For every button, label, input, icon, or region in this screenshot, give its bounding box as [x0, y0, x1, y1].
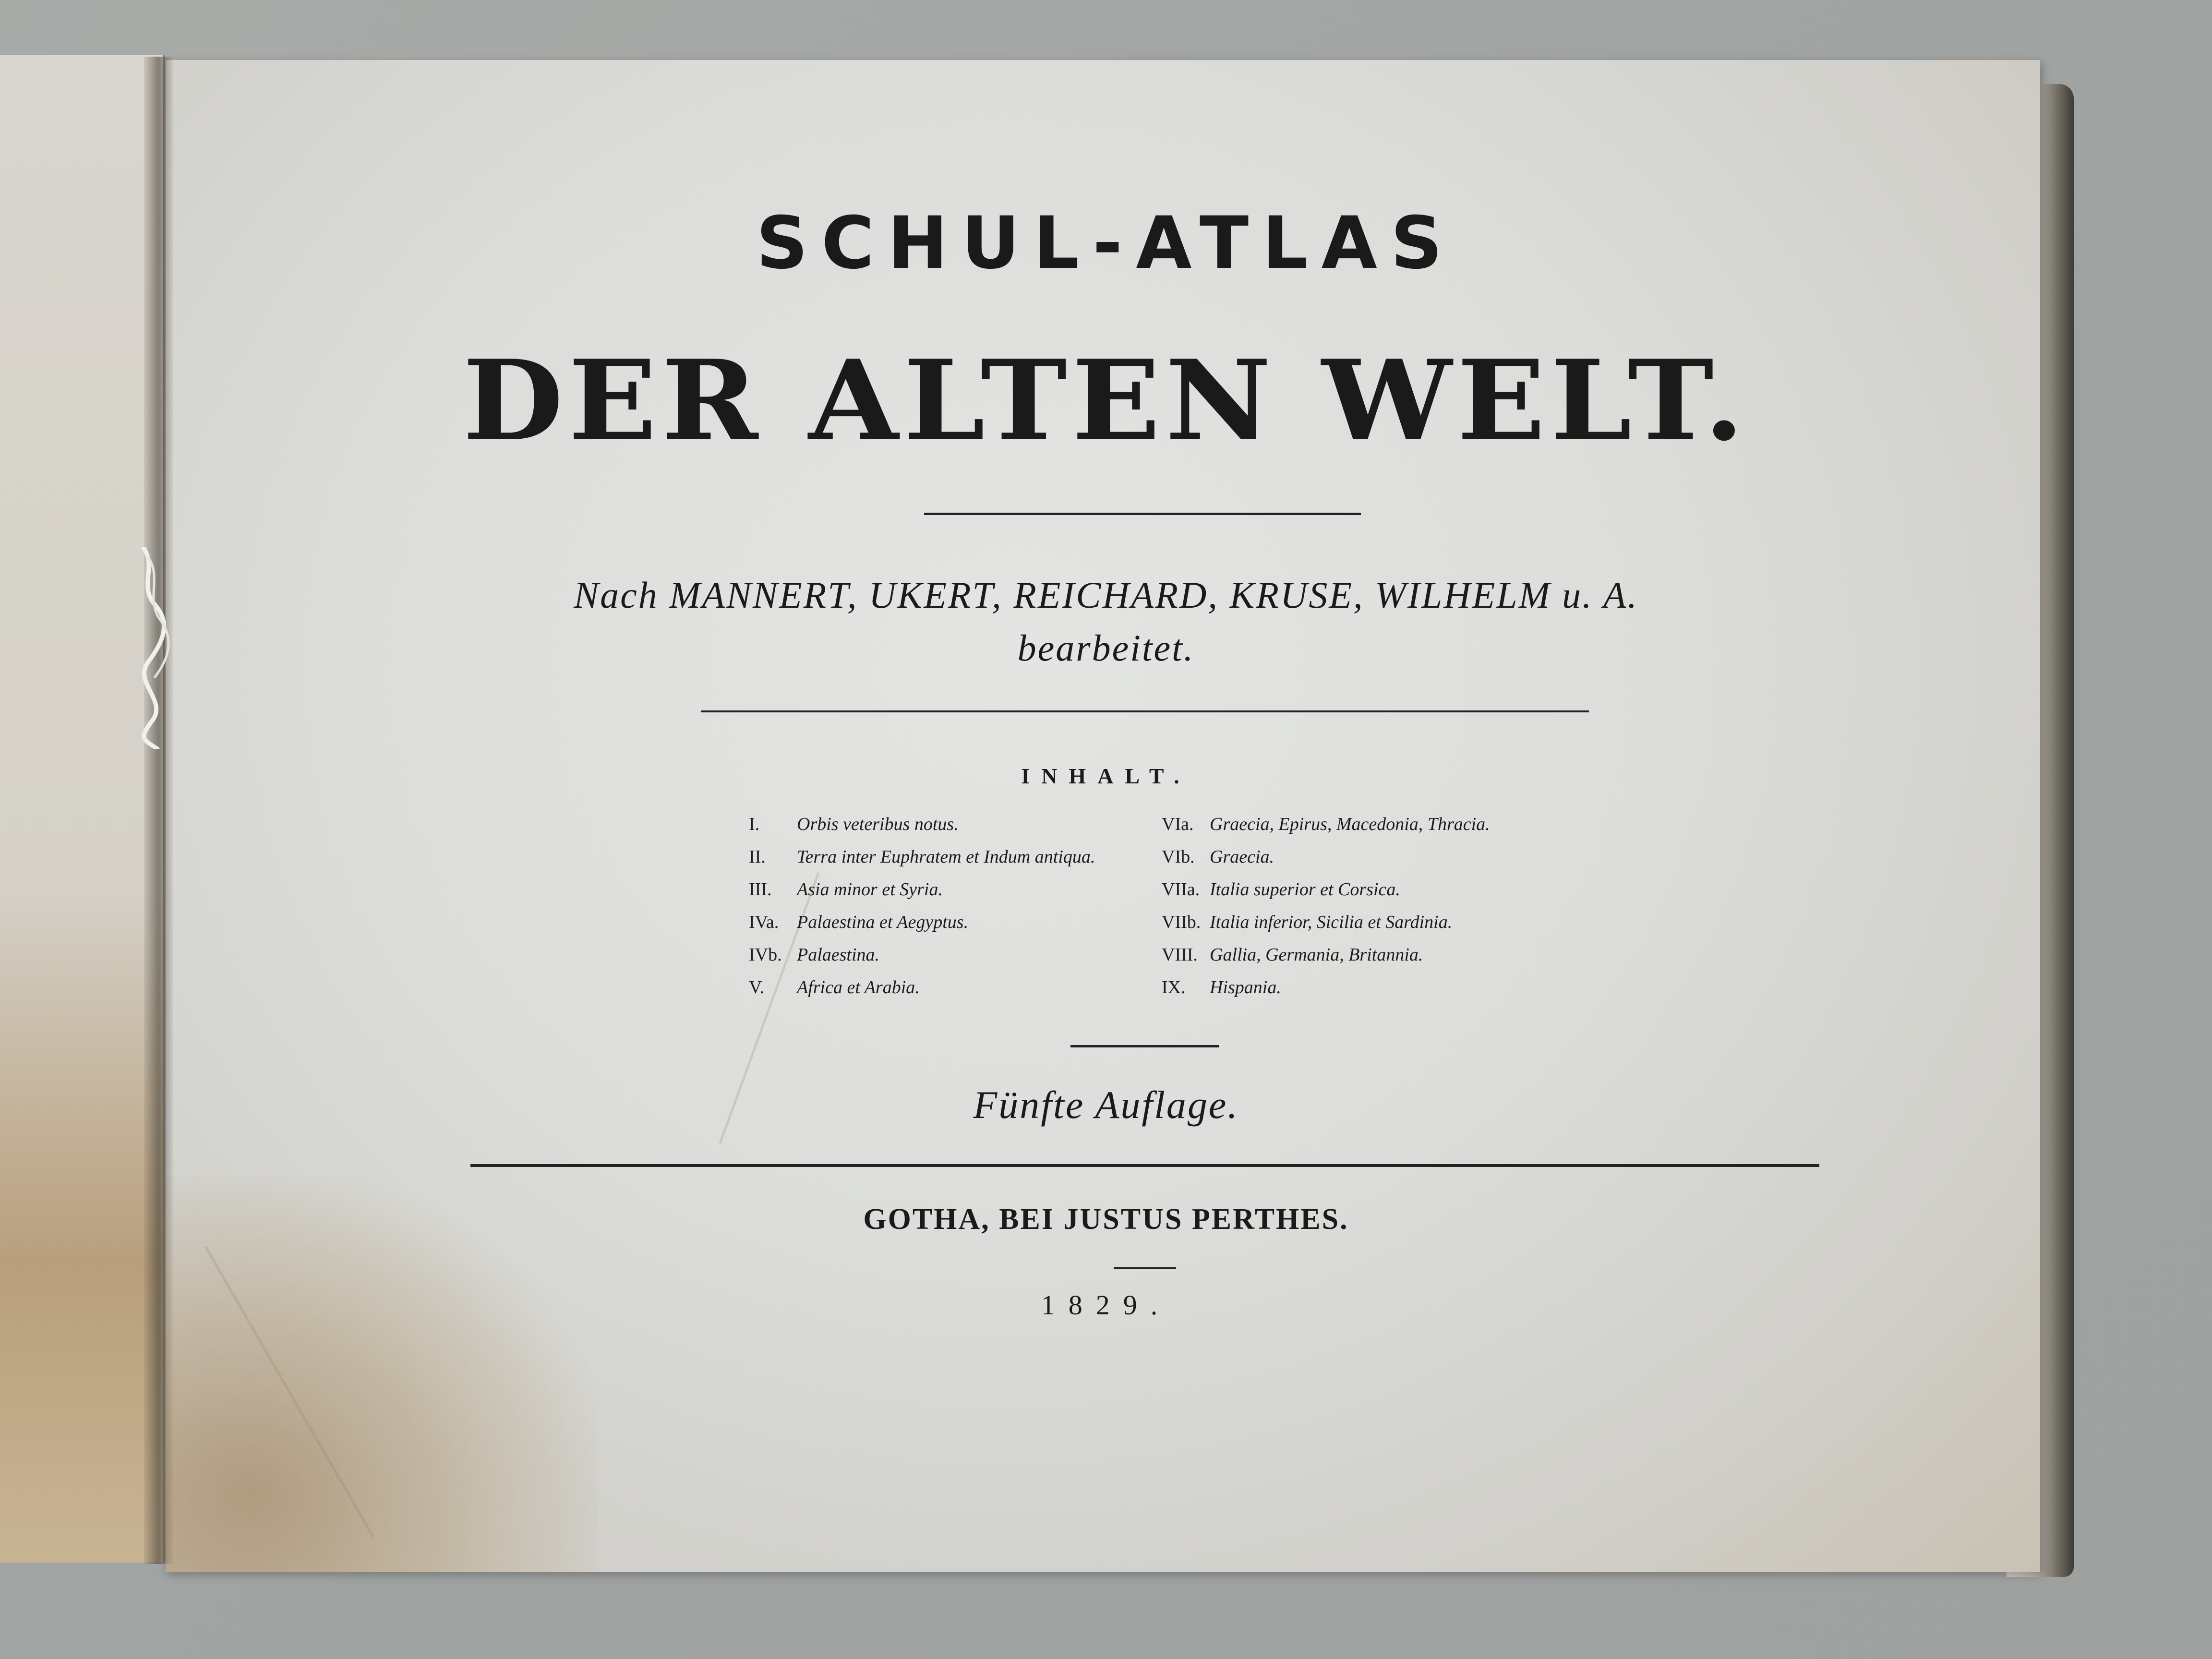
contents-label: Orbis veteribus notus.: [797, 814, 959, 834]
divider-rule: [1070, 1045, 1219, 1047]
contents-number: IVa.: [749, 912, 779, 932]
divider-rule: [470, 1164, 1819, 1167]
contents-item: [1162, 944, 1490, 977]
contents-item: [749, 944, 1095, 977]
contents-label: Italia inferior, Sicilia et Sardinia.: [1210, 912, 1453, 932]
year: 1829.: [1041, 1289, 1171, 1321]
contents-number: VIII.: [1162, 945, 1198, 965]
contents-item: [1162, 879, 1490, 912]
publisher: GOTHA, BEI JUSTUS PERTHES.: [863, 1203, 1349, 1236]
title-line-1: SCHUL-ATLAS: [756, 202, 1456, 285]
contents-number: VIb.: [1162, 847, 1195, 867]
contents-label: Graecia, Epirus, Macedonia, Thracia.: [1210, 814, 1490, 834]
contents-label: Graecia.: [1210, 847, 1274, 867]
contents-heading: INHALT.: [1021, 764, 1191, 788]
subtitle-bearbeitet: bearbeitet.: [1017, 627, 1195, 669]
contents-number: III.: [749, 879, 772, 900]
contents-item: [749, 814, 1095, 846]
contents-item: [749, 912, 1095, 944]
contents-number: I.: [749, 814, 760, 834]
title-line-2: DER ALTEN WELT.: [463, 336, 1749, 466]
contents-item: [749, 977, 1095, 1010]
contents-item: [1162, 912, 1490, 944]
contents-item: [1162, 814, 1490, 846]
contents-label: Hispania.: [1210, 977, 1281, 998]
contents-right-column: [1162, 814, 1490, 1010]
contents-label: Palaestina.: [797, 945, 880, 965]
divider-rule: [701, 710, 1589, 712]
contents-number: VIa.: [1162, 814, 1194, 834]
contents-label: Asia minor et Syria.: [797, 879, 943, 900]
contents-number: V.: [749, 977, 765, 998]
contents-label: Italia superior et Corsica.: [1210, 879, 1400, 900]
divider-rule: [1114, 1267, 1176, 1269]
contents-label: Gallia, Germania, Britannia.: [1210, 945, 1423, 965]
contents-item: [749, 846, 1095, 879]
contents-item: [1162, 977, 1490, 1010]
contents-number: IVb.: [749, 945, 782, 965]
contents-item: [749, 879, 1095, 912]
contents-label: Palaestina et Aegyptus.: [797, 912, 969, 932]
contents-label: Terra inter Euphratem et Indum antiqua.: [797, 847, 1095, 867]
title-page: [166, 60, 2040, 1572]
contents-number: IX.: [1162, 977, 1186, 998]
edition: Fünfte Auflage.: [973, 1083, 1239, 1127]
contents-number: VIIa.: [1162, 879, 1200, 900]
contents-left-column: [749, 814, 1095, 1010]
subtitle-authors: Nach MANNERT, UKERT, REICHARD, KRUSE, WILHELM u. A.: [574, 574, 1638, 616]
contents-item: [1162, 846, 1490, 879]
contents-label: Africa et Arabia.: [797, 977, 920, 998]
divider-rule: [924, 513, 1361, 515]
subtitle: [0, 569, 2212, 674]
contents-number: VIIb.: [1162, 912, 1201, 932]
contents-number: II.: [749, 847, 766, 867]
